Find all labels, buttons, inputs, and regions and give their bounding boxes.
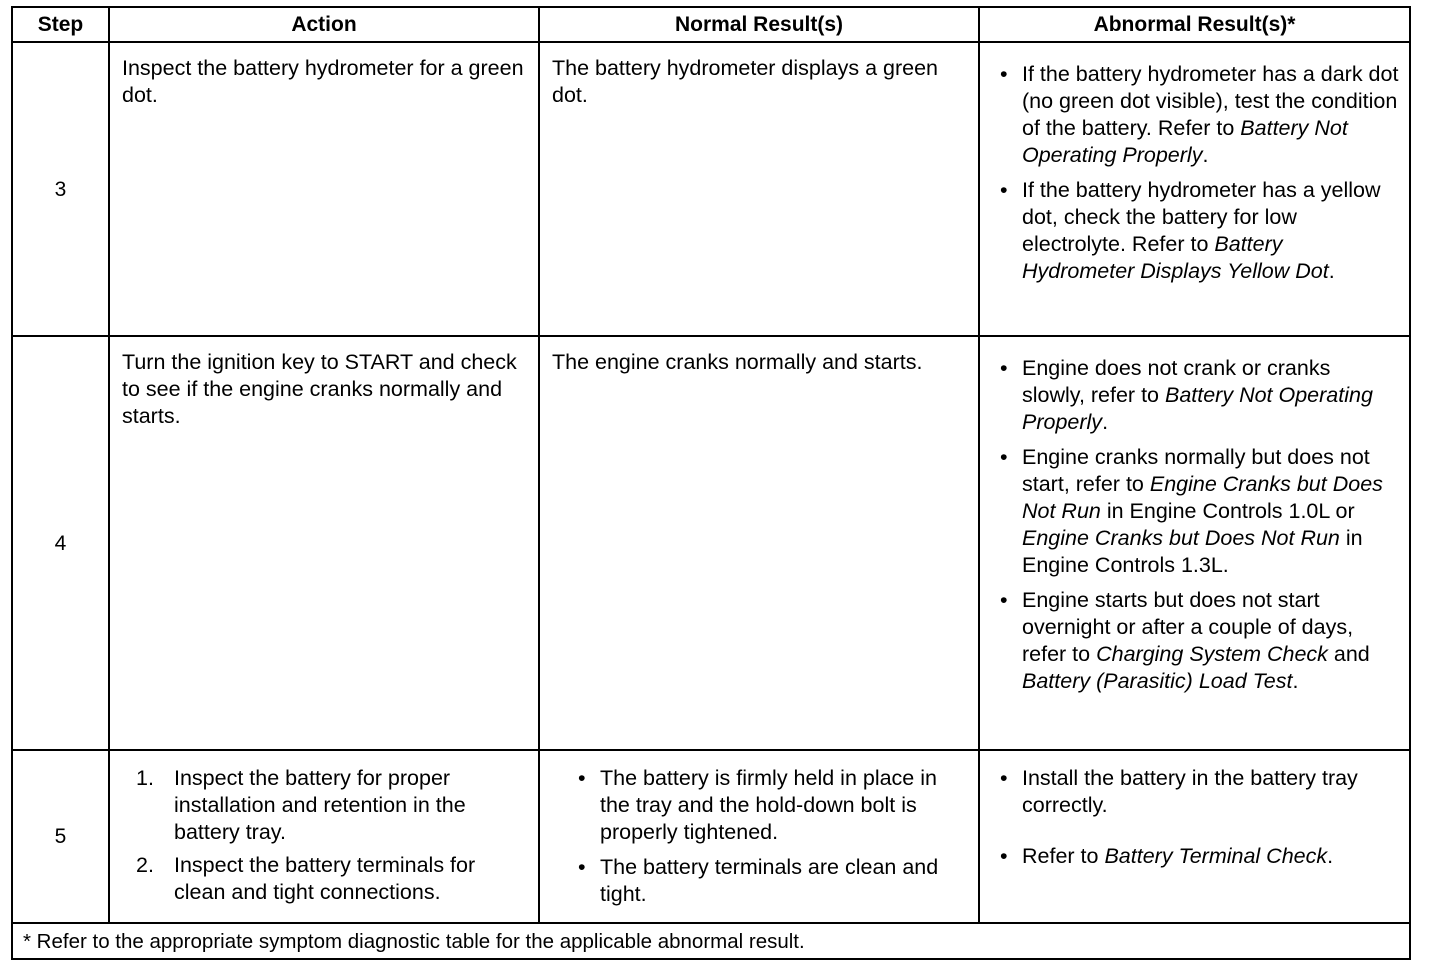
normal-result-cell bbox=[539, 750, 979, 923]
diagnostic-table-document bbox=[11, 6, 1409, 956]
bullet-icon: • bbox=[1000, 356, 1008, 380]
action-cell bbox=[109, 750, 539, 923]
bullet-icon: • bbox=[1000, 766, 1008, 790]
header-step: Step bbox=[12, 7, 109, 42]
bullet-icon: • bbox=[1000, 588, 1008, 612]
step-number: 5 bbox=[12, 750, 109, 923]
action-cell: Inspect the battery hydrometer for a green dot. bbox=[109, 42, 539, 336]
abnormal-result-item: • Refer to Battery Terminal Check. bbox=[1000, 844, 1334, 868]
header-action: Action bbox=[109, 7, 539, 42]
table-row bbox=[12, 750, 1410, 923]
bullet-icon: • bbox=[1000, 844, 1008, 868]
header-abnormal-results: Abnormal Result(s)* bbox=[979, 7, 1410, 42]
table-row bbox=[12, 336, 1410, 750]
action-step-item: 1. Inspect the battery for proper installation and retention in the battery tray. bbox=[136, 766, 466, 844]
normal-result-item: • The battery terminals are clean and tight. bbox=[578, 855, 939, 906]
abnormal-result-item: • If the battery hydrometer has a yellow dot, check the battery for low electrolyte. Refer to Battery Hydrometer Displays Yellow Dot. bbox=[1000, 178, 1381, 283]
footnote: * Refer to the appropriate symptom diagnostic table for the applicable abnormal result. bbox=[12, 923, 1410, 959]
abnormal-result-item: • If the battery hydrometer has a dark dot (no green dot visible), test the condition of the battery. Refer to Battery Not Operating Properly. bbox=[1000, 62, 1399, 167]
bullet-icon: • bbox=[578, 766, 586, 790]
table-row bbox=[12, 42, 1410, 336]
action-step-item: 2. Inspect the battery terminals for clean and tight connections. bbox=[136, 853, 476, 904]
abnormal-result-cell bbox=[979, 42, 1410, 336]
abnormal-result-item: • Engine cranks normally but does not start, refer to Engine Cranks but Does Not Run in Engine Controls 1.0L or Engine Cranks but Does Not Run in Engine Controls 1.3L. bbox=[1000, 445, 1383, 577]
abnormal-result-cell bbox=[979, 750, 1410, 923]
step-number: 3 bbox=[12, 42, 109, 336]
abnormal-result-cell bbox=[979, 336, 1410, 750]
header-normal-results: Normal Result(s) bbox=[539, 7, 979, 42]
bullet-icon: • bbox=[578, 855, 586, 879]
abnormal-result-item: • Install the battery in the battery tray correctly. bbox=[1000, 766, 1358, 817]
diagnostic-table bbox=[11, 6, 1411, 960]
header-row bbox=[12, 7, 1410, 42]
step-number: 4 bbox=[12, 336, 109, 750]
normal-result-item: • The battery is firmly held in place in the tray and the hold-down bolt is properly tightened. bbox=[578, 766, 937, 844]
abnormal-result-item: • Engine starts but does not start overnight or after a couple of days, refer to Charging System Check and Battery (Parasitic) Load Test. bbox=[1000, 588, 1370, 693]
bullet-icon: • bbox=[1000, 62, 1008, 86]
bullet-icon: • bbox=[1000, 445, 1008, 469]
bullet-icon: • bbox=[1000, 178, 1008, 202]
normal-result-cell: The battery hydrometer displays a green dot. bbox=[539, 42, 979, 336]
action-cell: Turn the ignition key to START and check to see if the engine cranks normally and starts. bbox=[109, 336, 539, 750]
normal-result-cell: The engine cranks normally and starts. bbox=[539, 336, 979, 750]
footnote-row bbox=[12, 923, 1410, 959]
abnormal-result-item: • Engine does not crank or cranks slowly, refer to Battery Not Operating Properly. bbox=[1000, 356, 1373, 434]
